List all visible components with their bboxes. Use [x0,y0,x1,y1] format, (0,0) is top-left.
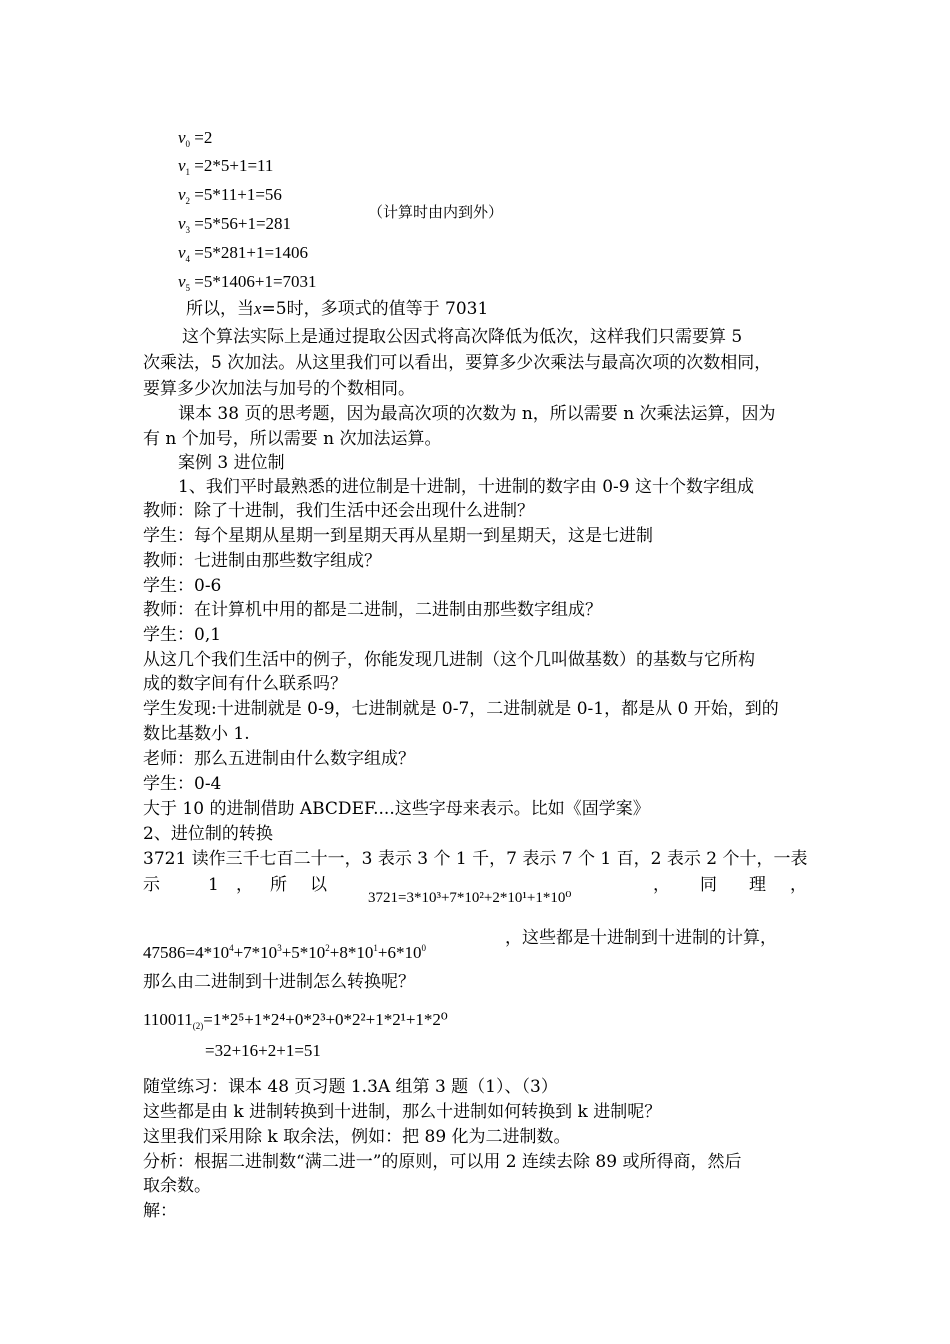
para1-line1: 这个算法实际上是通过提取公因式将高次降低为低次，这样我们只需要算 5 [182,327,743,347]
dialogue-7-line2: 成的数字间有什么联系吗？ [143,674,347,694]
eq-binary: $110011_{(2)}=1*2^5+1*2^4+0*2^3+0*2^2+1*2^1+1*2^0$ [143,1010,448,1031]
horner-row-1: $v_1 =2*5+1=11$ [178,156,274,177]
dialogue-8-line2: 数比基数小 1. [143,724,250,744]
conversion-line1: 3721 读作三千七百二十一，3 表示 3 个 1 千，7 表示 7 个 1 百，2 表示 2 个十，一表 [143,849,808,869]
para2-line2: 有 n 个加号，所以需要 n 次加法运算。 [143,429,442,449]
horner-row-4: $v_4 =5*281+1=1406$ [178,243,309,264]
para1-line2: 次乘法，5 次加法。从这里我们可以看出，要算多少次乘法与最高次项的次数相同， [143,353,772,373]
analysis-line1: 分析：根据二进制数“满二进一”的原则，可以用 2 连续去除 89 或所得商，然后 [143,1152,742,1172]
dialogue-1: 教师：除了十进制，我们生活中还会出现什么进制？ [143,501,534,521]
k-line1: 这些都是由 k 进制转换到十进制，那么十进制如何转换到 k 进制呢？ [143,1102,662,1122]
horner-row-3: $v_3 =5*56+1=281$ [178,214,292,235]
document-page: $v_0 =2$ $v_1 =2*5+1=11$ $v_2 =5*11+1=56$ $v_3 =5*56+1=281$ $v_4 =5*281+1=1406$ $v_5 =5*1406+1=7031$ （计算时由内到外） 所以，当x=5时，多项式的值等于 7031 这个算法实际上是通过提取公因式将高次降低为低次，这样我们只需要算 5 次乘法，5 次加法。从这里我们可以看出，要算多少次乘法与最高次项的次数相同， 要算多少次加法与加号的个数相同。 课本 38 页的思考题，因为最高次项的次数为 n，所以需要 n 次乘法运算，因为 有 n 个加号，所以需要 n 次加法运算。 案例 3 进位制 1、我们平时最熟悉的进位制是十进制，十进制的数字由 0-9 这十个数字组成 教师：除了十进制，我们生活中还会出现什么进制？ 学生：每个星期从星期一到星期天再从星期一到星期天，这是七进制 教师：七进制由那些数字组成？ 学生：0-6 教师：在计算机中用的都是二进制，二进制由那些数字组成？ 学生：0,1 从这几个我们生活中的例子，你能发现几进制（这个几叫做基数）的基数与它所构 成的数字间有什么联系吗？ 学生发现:十进制就是 0-9，七进制就是 0-7，二进制就是 0-1，都是从 0 开始，到的 数比基数小 1. 老师：那么五进制由什么数字组成？ 学生：0-4 大于 10 的进制借助 ABCDEF....这些字母来表示。比如《固学案》 2、进位制的转换 3721 读作三千七百二十一，3 表示 3 个 1 千，7 表示 7 个 1 百，2 表示 2 个十，一表 示 1 ， 所 以 3721=3*10³+7*10²+2*10¹+1*10⁰ ， 同 理 ， $47586=4*10^4+7*10^3+5*10^2+8*10^1+6*10^0$ ，这些都是十进制到十进制的计算， 那么由二进制到十进制怎么转换呢？ $110011_{(2)}=1*2^5+1*2^4+0*2^3+0*2^2+1*2^1+1*2^0$ =32+16+2+1=51 随堂练习：课本 48 页习题 1.3A 组第 3 题（1）、（3） 这些都是由 k 进制转换到十进制，那么十进制如何转换到 k 进制呢？ 这里我们采用除 k 取余法，例如：把 89 化为二进制数。 分析：根据二进制数“满二进一”的原则，可以用 2 连续去除 89 或所得商，然后 取余数。 解： [143,128,808,1221]
horner-row-2: $v_2 =5*11+1=56$ [178,185,282,206]
dialogue-7-line1: 从这几个我们生活中的例子，你能发现几进制（这个几叫做基数）的基数与它所构 [143,650,755,670]
dialogue-2: 学生：每个星期从星期一到星期天再从星期一到星期天，这是七进制 [143,526,653,546]
horner-row-0: $v_0 =2$ [178,128,213,149]
solution-label: 解： [143,1201,177,1221]
dialogue-5: 教师：在计算机中用的都是二进制，二进制由那些数字组成？ [143,600,602,620]
section1-intro: 1、我们平时最熟悉的进位制是十进制，十进制的数字由 0-9 这十个数字组成 [178,477,754,497]
dialogue-6: 学生：0,1 [143,625,222,645]
conclusion-line: 所以，当x=5时，多项式的值等于 7031 [186,299,489,319]
horner-note: （计算时由内到外） [368,203,504,221]
binary-question: 那么由二进制到十进制怎么转换呢？ [143,972,415,992]
dialogue-11: 大于 10 的进制借助 ABCDEF....这些字母来表示。比如《固学案》 [143,799,650,819]
dialogue-9: 老师：那么五进制由什么数字组成？ [143,749,415,769]
k-line2: 这里我们采用除 k 取余法，例如：把 89 化为二进制数。 [143,1127,571,1147]
exercise-line: 随堂练习：课本 48 页习题 1.3A 组第 3 题（1）、（3） [143,1077,558,1097]
para1-line3: 要算多少次加法与加号的个数相同。 [143,379,415,399]
dialogue-4: 学生：0-6 [143,576,222,596]
eq-47586-suffix: ，这些都是十进制到十进制的计算， [505,928,777,948]
eq-47586: $47586=4*10^4+7*10^3+5*10^2+8*10^1+6*10^0$ [143,943,426,962]
dialogue-10: 学生：0-4 [143,774,222,794]
analysis-line2: 取余数。 [143,1176,211,1196]
dialogue-3: 教师：七进制由那些数字组成？ [143,551,381,571]
para2-line1: 课本 38 页的思考题，因为最高次项的次数为 n，所以需要 n 次乘法运算，因为 [178,404,776,424]
section2-heading: 2、进位制的转换 [143,824,273,844]
eq-binary-result: =32+16+2+1=51 [205,1041,321,1060]
horner-row-5: $v_5 =5*1406+1=7031$ [178,272,317,293]
eq-3721: 3721=3*10³+7*10²+2*10¹+1*10⁰ [368,890,572,906]
case3-heading: 案例 3 进位制 [178,453,285,473]
dialogue-8-line1: 学生发现:十进制就是 0-9，七进制就是 0-7，二进制就是 0-1，都是从 0 开始，到的 [143,699,779,719]
